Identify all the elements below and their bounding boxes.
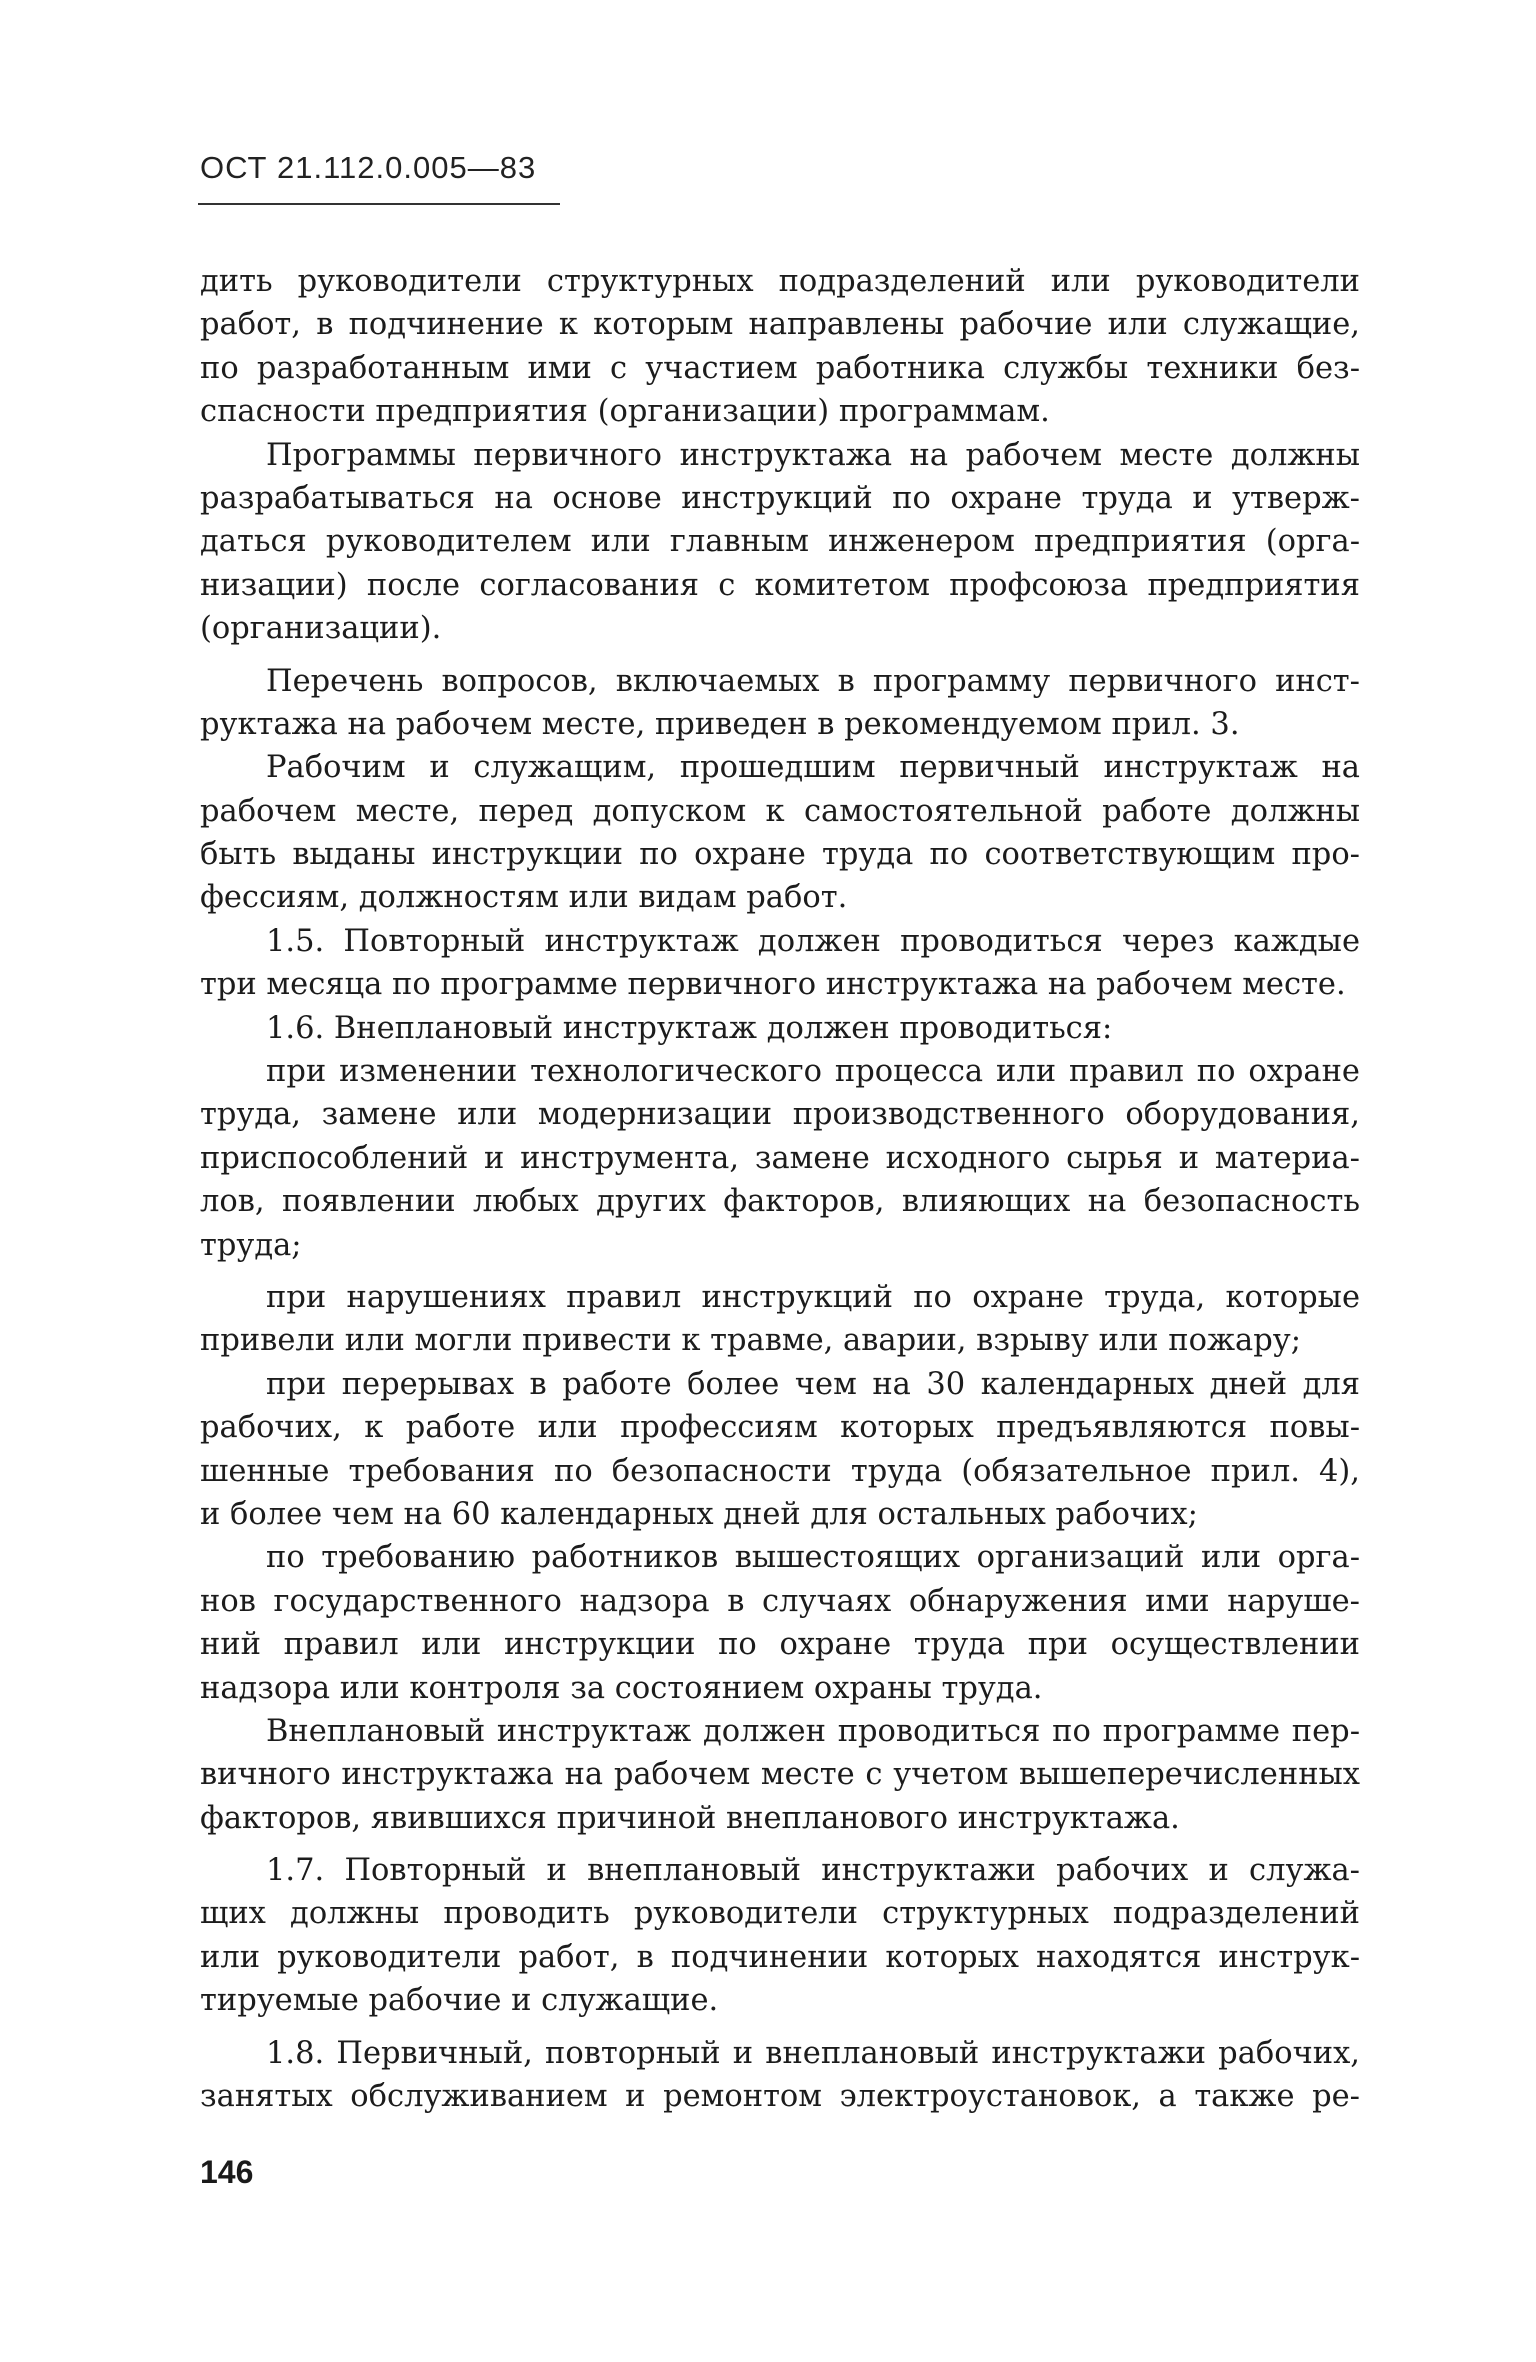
text-line: щих должны проводить руководители структурных подразделений: [200, 1896, 1360, 1932]
text-line: руктажа на рабочем месте, приведен в рекомендуемом прил. 3.: [200, 706, 1240, 742]
text-line: при изменении технологического процесса или правил по охране: [266, 1054, 1360, 1090]
text-line: 1.6. Внеплановый инструктаж должен проводиться:: [266, 1010, 1113, 1046]
text-line: вичного инструктажа на рабочем месте с учетом вышеперечисленных: [200, 1757, 1360, 1793]
text-line: (организации).: [200, 611, 442, 647]
page-number: 146: [200, 2154, 254, 2190]
text-line: по требованию работников вышестоящих организаций или орга-: [266, 1540, 1360, 1576]
text-line: при нарушениях правил инструкций по охране труда, которые: [266, 1279, 1360, 1315]
text-line: работ, в подчинение к которым направлены рабочие или служащие,: [200, 307, 1360, 343]
text-line: приспособлений и инструмента, замене исходного сырья и материа-: [200, 1140, 1360, 1176]
text-line: занятых обслуживанием и ремонтом электроустановок, а также ре-: [200, 2079, 1360, 2115]
document-code-header: ОСТ 21.112.0.005—83: [200, 150, 537, 185]
text-line: лов, появлении любых других факторов, влияющих на безопасность: [200, 1184, 1360, 1220]
text-line: быть выданы инструкции по охране труда по соответствующим про-: [200, 837, 1360, 873]
text-line: при перерывах в работе более чем на 30 календарных дней для: [266, 1366, 1360, 1402]
text-line: Перечень вопросов, включаемых в программу первичного инст-: [266, 663, 1360, 699]
text-line: шенные требования по безопасности труда (обязательное прил. 4),: [200, 1453, 1360, 1489]
text-line: нов государственного надзора в случаях обнаружения ими наруше-: [200, 1583, 1360, 1619]
text-line: низации) после согласования с комитетом профсоюза предприятия: [200, 567, 1360, 603]
text-line: даться руководителем или главным инженером предприятия (орга-: [200, 524, 1360, 560]
text-line: рабочем месте, перед допуском к самостоятельной работе должны: [200, 793, 1360, 829]
text-line: ний правил или инструкции по охране труда при осуществлении: [200, 1627, 1360, 1663]
text-line: труда, замене или модернизации производственного оборудования,: [200, 1097, 1360, 1133]
text-line: Рабочим и служащим, прошедшим первичный инструктаж на: [266, 750, 1360, 786]
text-line: фессиям, должностям или видам работ.: [200, 880, 848, 916]
text-line: по разработанным ими с участием работника службы техники без-: [200, 350, 1360, 386]
text-line: труда;: [200, 1227, 302, 1263]
text-line: факторов, явившихся причиной внепланового инструктажа.: [200, 1800, 1180, 1836]
text-line: 1.5. Повторный инструктаж должен проводиться через каждые: [266, 923, 1360, 959]
text-line: рабочих, к работе или профессиям которых предъявляются повы-: [200, 1410, 1360, 1446]
text-line: и более чем на 60 календарных дней для остальных рабочих;: [200, 1496, 1198, 1532]
text-line: три месяца по программе первичного инструктажа на рабочем месте.: [200, 967, 1346, 1003]
text-line: или руководители работ, в подчинении которых находятся инструк-: [200, 1939, 1360, 1975]
text-line: 1.8. Первичный, повторный и внеплановый инструктажи рабочих,: [266, 2035, 1360, 2071]
text-line: 1.7. Повторный и внеплановый инструктажи рабочих и служа-: [266, 1853, 1360, 1889]
header-underline: [198, 203, 560, 205]
body-text: [200, 260, 1360, 2118]
text-line: привели или могли привести к травме, аварии, взрыву или пожару;: [200, 1323, 1301, 1359]
text-line: надзора или контроля за состоянием охраны труда.: [200, 1670, 1043, 1706]
text-line: спасности предприятия (организации) программам.: [200, 394, 1050, 430]
text-line: Внеплановый инструктаж должен проводиться по программе пер-: [266, 1713, 1360, 1749]
text-line: разрабатываться на основе инструкций по охране труда и утверж-: [200, 480, 1360, 516]
text-line: Программы первичного инструктажа на рабочем месте должны: [266, 437, 1360, 473]
text-line: дить руководители структурных подразделений или руководители: [200, 264, 1360, 299]
text-line: тируемые рабочие и служащие.: [200, 1983, 719, 2019]
